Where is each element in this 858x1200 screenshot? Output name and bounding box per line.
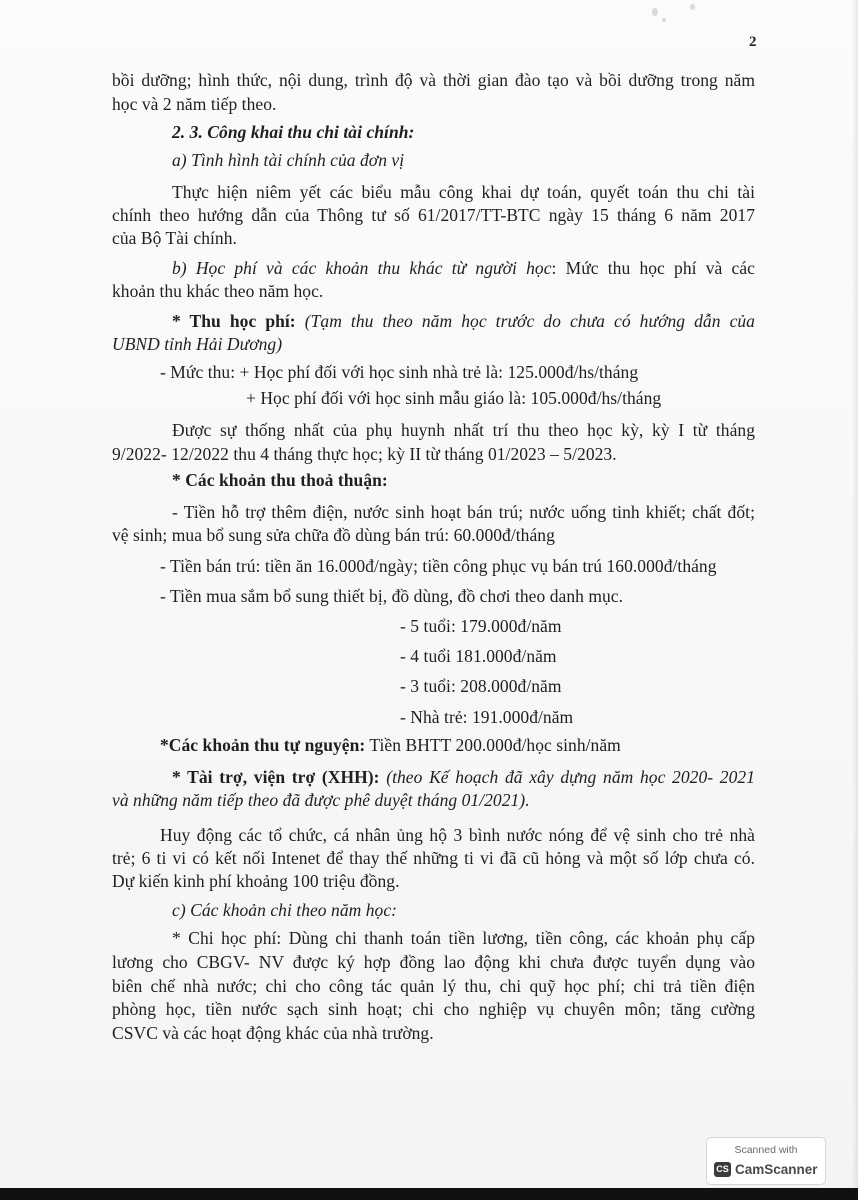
bold-label: * Các khoản thu thoả thuận:: [172, 470, 388, 490]
text-line: chính theo hướng dẫn của Thông tư số 61/2017/TT-BTC ngày 15 tháng 6 năm 2017: [112, 205, 755, 225]
camscanner-logo-icon: CS: [714, 1162, 731, 1177]
text-line: - Tiền bán trú: tiền ăn 16.000đ/ngày; tiền công phục vụ bán trú 160.000đ/tháng: [160, 556, 717, 576]
text-line: [172, 310, 755, 332]
scan-smudge: [652, 8, 658, 16]
text-line: của Bộ Tài chính.: [112, 228, 237, 248]
subsection-heading: b) Học phí và các khoản thu khác từ người học: [172, 258, 552, 278]
bold-label: *Các khoản thu tự nguyện:: [160, 735, 366, 755]
section-heading: 2. 3. Công khai thu chi tài chính:: [172, 122, 415, 142]
text-line: vệ sinh; mua bổ sung sửa chữa đồ dùng bán trú: 60.000đ/tháng: [112, 525, 555, 545]
text-line: học và 2 năm tiếp theo.: [112, 94, 277, 114]
badge-caption: Scanned with: [734, 1144, 798, 1156]
text-line: Được sự thống nhất của phụ huynh nhất trí thu theo học kỳ, kỳ I từ tháng: [172, 420, 755, 440]
text-line: Huy động các tổ chức, cá nhân ủng hộ 3 bình nước nóng để vệ sinh cho trẻ nhà: [160, 825, 755, 845]
text-line: 9/2022- 12/2022 thu 4 tháng thực học; kỳ II từ tháng 01/2023 – 5/2023.: [112, 444, 617, 464]
bottom-border: [0, 1188, 858, 1200]
text-line: - Tiền hỗ trợ thêm điện, nước sinh hoạt bán trú; nước uống tinh khiết; chất đốt;: [172, 502, 755, 522]
text-line: trẻ; 6 ti vi có kết nối Intenet để thay thế những ti vi đã cũ hỏng và một số lớp chưa có.: [112, 848, 755, 868]
bold-label: * Thu học phí:: [172, 311, 296, 331]
subsection-heading: c) Các khoản chi theo năm học:: [172, 900, 398, 920]
subsection-heading: a) Tình hình tài chính của đơn vị: [172, 150, 405, 170]
text-line: phòng học, tiền nước sạch sinh hoạt; chi cho nghiệp vụ chuyên môn; tăng cường: [112, 999, 755, 1019]
fee-line: + Học phí đối với học sinh mẫu giáo là: 105.000đ/hs/tháng: [246, 388, 662, 408]
text-fragment: Tiền BHTT 200.000đ/học sinh/năm: [365, 735, 621, 755]
price-item: - 5 tuổi: 179.000đ/năm: [400, 616, 562, 636]
price-item: - 4 tuổi 181.000đ/năm: [400, 646, 557, 666]
price-item: - Nhà trẻ: 191.000đ/năm: [400, 707, 574, 727]
fee-line: - Mức thu: + Học phí đối với học sinh nhà trẻ là: 125.000đ/hs/tháng: [160, 362, 639, 382]
text-line: UBND tỉnh Hải Dương): [112, 334, 283, 354]
text-line: Dự kiến kinh phí khoảng 100 triệu đồng.: [112, 871, 400, 891]
text-line: khoản thu khác theo năm học.: [112, 281, 324, 301]
text-line: bồi dưỡng; hình thức, nội dung, trình độ và thời gian đào tạo và bồi dưỡng trong năm: [112, 70, 755, 90]
bold-label: * Tài trợ, viện trợ (XHH):: [172, 767, 380, 787]
badge-brand-name: CamScanner: [735, 1161, 818, 1177]
page-number: 2: [749, 34, 757, 50]
text-line: biên chế nhà nước; chi cho công tác quản lý thu, chi quỹ học phí; chi trả tiền điện: [112, 976, 755, 996]
text-line: [160, 734, 621, 756]
text-line: lương cho CBGV- NV được ký hợp đồng lao động khi chưa được tuyển dụng vào: [112, 952, 755, 972]
text-fragment: : Mức thu học phí và các: [551, 258, 755, 278]
scan-smudge: [690, 4, 695, 10]
text-line: [172, 257, 755, 279]
price-item: - 3 tuổi: 208.000đ/năm: [400, 676, 562, 696]
scan-smudge: [662, 18, 666, 22]
camscanner-badge: [706, 1137, 826, 1185]
text-line: - Tiền mua sắm bổ sung thiết bị, đồ dùng, đồ chơi theo danh mục.: [160, 586, 624, 606]
text-line: * Chi học phí: Dùng chi thanh toán tiền lương, tiền công, các khoản phụ cấp: [172, 928, 755, 948]
badge-brand: [714, 1160, 818, 1178]
page-edge-shadow: [852, 0, 858, 1200]
text-line: Thực hiện niêm yết các biểu mẫu công khai dự toán, quyết toán thu chi tài: [172, 182, 755, 202]
italic-note: (Tạm thu theo năm học trước do chưa có hướng dẫn của: [295, 311, 755, 331]
text-line: và những năm tiếp theo đã được phê duyệt tháng 01/2021).: [112, 790, 530, 810]
italic-note: (theo Kế hoạch đã xây dựng năm học 2020- 2021: [379, 767, 756, 787]
text-line: [172, 766, 755, 788]
text-line: CSVC và các hoạt động khác của nhà trường.: [112, 1023, 434, 1043]
